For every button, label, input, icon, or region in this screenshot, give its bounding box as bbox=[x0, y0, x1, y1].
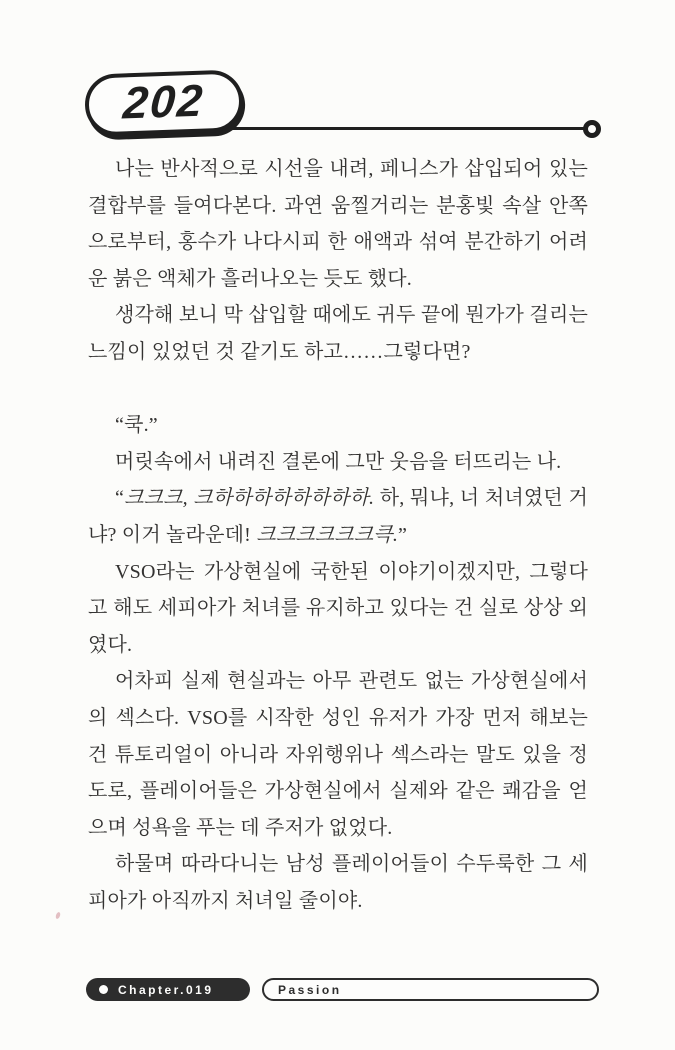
paragraph-spacer bbox=[88, 371, 588, 408]
paragraph: 생각해 보니 막 삽입할 때에도 귀두 끝에 뭔가가 걸리는 느낌이 있었던 것 같기도 하고……그렇다면? bbox=[88, 304, 588, 363]
bullet-dot-icon bbox=[99, 985, 108, 994]
paragraph: 하물며 따라다니는 남성 플레이어들이 수두룩한 그 세피아가 아직까지 처녀일 줄이야. bbox=[88, 853, 588, 912]
scan-speckle bbox=[55, 912, 61, 920]
chapter-badge bbox=[86, 978, 250, 1001]
body-text bbox=[88, 151, 588, 919]
paragraph: 어차피 실제 현실과는 아무 관련도 없는 가상현실에서의 섹스다. VSO를 시작한 성인 유저가 가장 먼저 해보는 건 튜토리얼이 아니라 자위행위나 섹스라는 말도 있을 정도로, 플레이어들은 가상현실에서 실제와 같은 쾌감을 얻으며 성욕을 푸는 데 주저가 없었다. bbox=[88, 670, 588, 839]
paragraph: “크크크, 크하하하하하하하하. 하, 뭐냐, 너 처녀였던 거냐? 이거 놀라운데! 크크크크크크큭.” bbox=[88, 487, 588, 546]
paragraph: 머릿속에서 내려진 결론에 그만 웃음을 터뜨리는 나. bbox=[115, 450, 562, 473]
paragraph: VSO라는 가상현실에 국한된 이야기이겠지만, 그렇다고 해도 세피아가 처녀를 유지하고 있다는 건 실로 상상 외였다. bbox=[88, 560, 588, 656]
chapter-label: Chapter.019 bbox=[118, 982, 214, 997]
page-number-badge bbox=[84, 69, 244, 136]
paragraph: 나는 반사적으로 시선을 내려, 페니스가 삽입되어 있는 결합부를 들여다본다. 과연 움찔거리는 분홍빛 속살 안쪽으로부터, 홍수가 나다시피 한 애액과 섞여 분간하기 어려운 붉은 액체가 흘러나오는 듯도 했다. bbox=[88, 158, 588, 290]
page-number: 202 bbox=[121, 74, 207, 128]
header-rule bbox=[230, 127, 586, 130]
section-title-badge bbox=[262, 978, 599, 1001]
section-title-label: Passion bbox=[278, 982, 342, 997]
paragraph: “쿡.” bbox=[115, 414, 158, 437]
ring-icon bbox=[583, 120, 601, 138]
